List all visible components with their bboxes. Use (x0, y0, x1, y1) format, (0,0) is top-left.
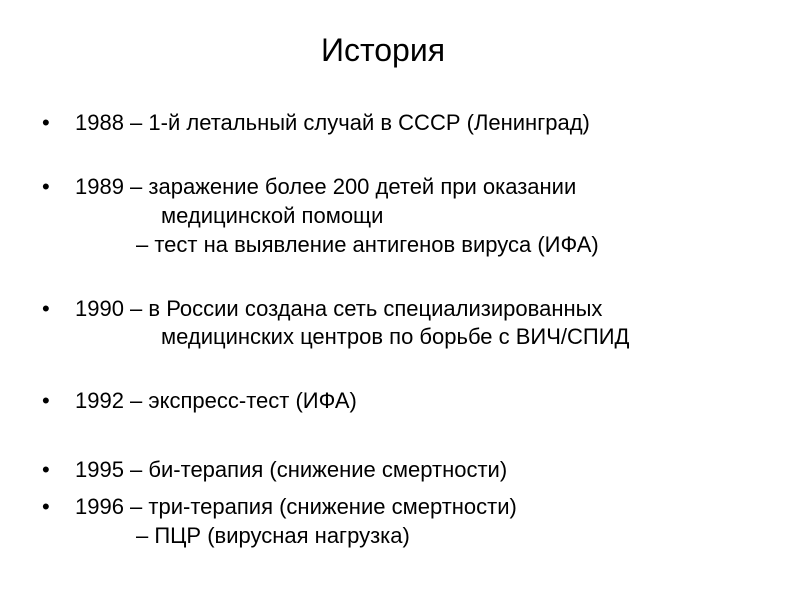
bullet-icon: • (42, 174, 50, 199)
bullet-icon: • (42, 388, 50, 413)
bullet-icon: • (42, 110, 50, 135)
bullet-icon: • (42, 296, 50, 321)
history-item-1995: 1995 – би-терапия (снижение смертности) (75, 457, 508, 482)
history-item-1989-subitem: – тест на выявление антигенов вируса (ИФА) (136, 232, 599, 257)
history-item-1989-continuation: медицинской помощи (161, 203, 384, 228)
history-item-1996-subitem: – ПЦР (вирусная нагрузка) (136, 523, 410, 548)
slide-title: История (320, 32, 446, 68)
history-item-1988: 1988 – 1-й летальный случай в СССР (Ленинград) (75, 110, 590, 135)
history-item-1996: 1996 – три-терапия (снижение смертности) (75, 494, 517, 519)
history-item-1990: 1990 – в России создана сеть специализированных (75, 296, 603, 321)
bullet-icon: • (42, 457, 50, 482)
bullet-icon: • (42, 494, 50, 519)
history-item-1989: 1989 – заражение более 200 детей при оказании (75, 174, 577, 199)
history-item-1990-continuation: медицинских центров по борьбе с ВИЧ/СПИД (161, 324, 630, 349)
history-item-1992: 1992 – экспресс-тест (ИФА) (75, 388, 357, 413)
